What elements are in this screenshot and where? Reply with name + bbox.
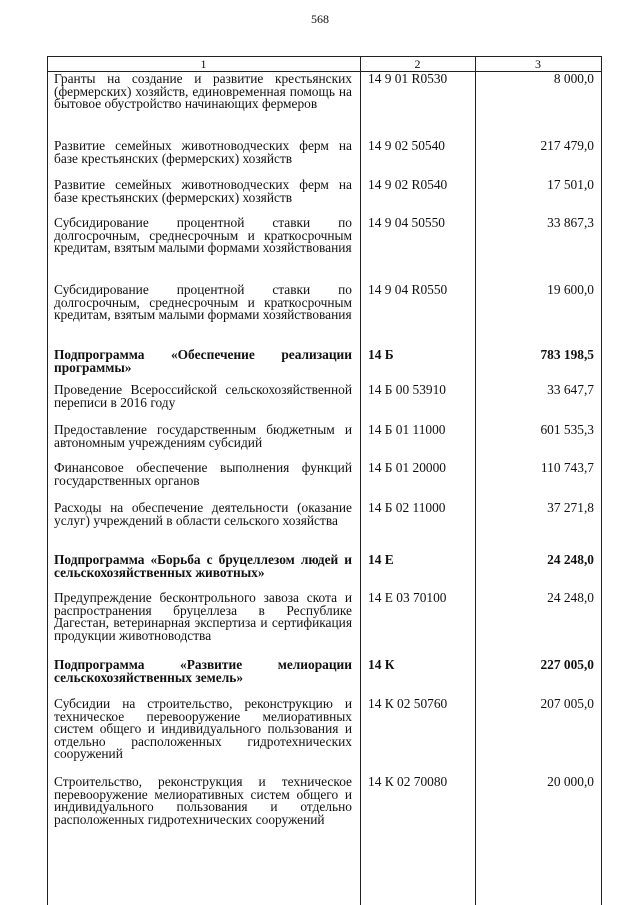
header-col-3: 3 xyxy=(535,57,541,71)
row-code: 14 Б 02 11000 xyxy=(368,500,446,515)
row-amount: 783 198,5 xyxy=(540,347,594,362)
row-name: Субсидирование процентной ставки по долгосрочным, среднесрочным и краткосрочным кредитам, взятым малыми формами хозяйствования xyxy=(54,282,352,322)
table-header xyxy=(47,56,601,72)
column-divider-1 xyxy=(360,56,361,905)
row-code: 14 9 04 50550 xyxy=(368,215,445,230)
row-code: 14 К xyxy=(368,657,395,672)
header-col-2: 2 xyxy=(414,57,421,71)
row-name: Строительство, реконструкция и техническое перевооружение мелиоративных систем общего и индивидуального пользования и отдельно расположенных гидротехнических сооружений xyxy=(54,774,352,827)
row-amount: 217 479,0 xyxy=(540,138,594,153)
row-amount: 110 743,7 xyxy=(540,460,594,475)
row-amount: 37 271,8 xyxy=(547,500,594,515)
row-amount: 24 248,0 xyxy=(547,590,594,605)
row-code: 14 К 02 50760 xyxy=(368,696,448,711)
row-name: Субсидии на строительство, реконструкцию и техническое перевооружение мелиоративных систем общего и индивидуального пользования и отдельно расположенных гидротехнических сооружений xyxy=(54,696,352,761)
row-name: Предоставление государственным бюджетным и автономным учреждениям субсидий xyxy=(54,422,352,450)
row-name: Подпрограмма «Развитие мелиорации сельскохозяйственных земель» xyxy=(54,657,352,685)
row-code: 14 Б xyxy=(368,347,394,362)
row-code: 14 Е 03 70100 xyxy=(368,590,447,605)
page-number: 568 xyxy=(311,12,329,26)
row-name: Гранты на создание и развитие крестьянских (фермерских) хозяйств, единовременная помощь на бытовое обустройство начинающих фермеров xyxy=(54,71,352,111)
row-name: Субсидирование процентной ставки по долгосрочным, среднесрочным и краткосрочным кредитам, взятым малыми формами хозяйствования xyxy=(54,215,352,255)
row-name: Развитие семейных животноводческих ферм на базе крестьянских (фермерских) хозяйств xyxy=(54,177,352,205)
row-amount: 33 867,3 xyxy=(547,215,594,230)
row-amount: 33 647,7 xyxy=(547,382,594,397)
row-name: Проведение Всероссийской сельскохозяйственной переписи в 2016 году xyxy=(54,382,352,410)
column-divider-right xyxy=(601,56,602,905)
row-code: 14 Б 01 20000 xyxy=(368,460,446,475)
row-code: 14 Е xyxy=(368,552,394,567)
row-amount: 227 005,0 xyxy=(540,657,594,672)
row-amount: 20 000,0 xyxy=(547,774,594,789)
column-divider-2 xyxy=(475,56,476,905)
budget-table xyxy=(47,56,601,827)
row-name: Подпрограмма «Обеспечение реализации программы» xyxy=(54,347,352,375)
row-amount: 17 501,0 xyxy=(547,177,594,192)
row-amount: 24 248,0 xyxy=(547,552,594,567)
column-divider-left xyxy=(47,56,48,905)
row-name: Финансовое обеспечение выполнения функций государственных органов xyxy=(54,460,352,488)
row-code: 14 9 04 R0550 xyxy=(368,282,448,297)
row-code: 14 9 02 50540 xyxy=(368,138,445,153)
row-amount: 601 535,3 xyxy=(540,422,594,437)
row-name: Подпрограмма «Борьба с бруцеллезом людей и сельскохозяйственных животных» xyxy=(54,552,352,580)
row-name: Предупреждение бесконтрольного завоза скота и распространения бруцеллеза в Республике Дагестан, ветеринарная экспертиза и сертификация продукции животноводства xyxy=(54,590,352,643)
row-code: 14 9 01 R0530 xyxy=(368,71,448,86)
header-col-1: 1 xyxy=(200,57,207,71)
row-code: 14 Б 01 11000 xyxy=(368,422,446,437)
row-name: Развитие семейных животноводческих ферм на базе крестьянских (фермерских) хозяйств xyxy=(54,138,352,166)
row-name: Расходы на обеспечение деятельности (оказание услуг) учреждений в области сельского хозяйства xyxy=(54,500,352,528)
row-code: 14 Б 00 53910 xyxy=(368,382,446,397)
row-code: 14 9 02 R0540 xyxy=(368,177,448,192)
row-amount: 207 005,0 xyxy=(540,696,594,711)
row-amount: 19 600,0 xyxy=(547,282,594,297)
row-code: 14 К 02 70080 xyxy=(368,774,448,789)
row-amount: 8 000,0 xyxy=(553,71,594,86)
